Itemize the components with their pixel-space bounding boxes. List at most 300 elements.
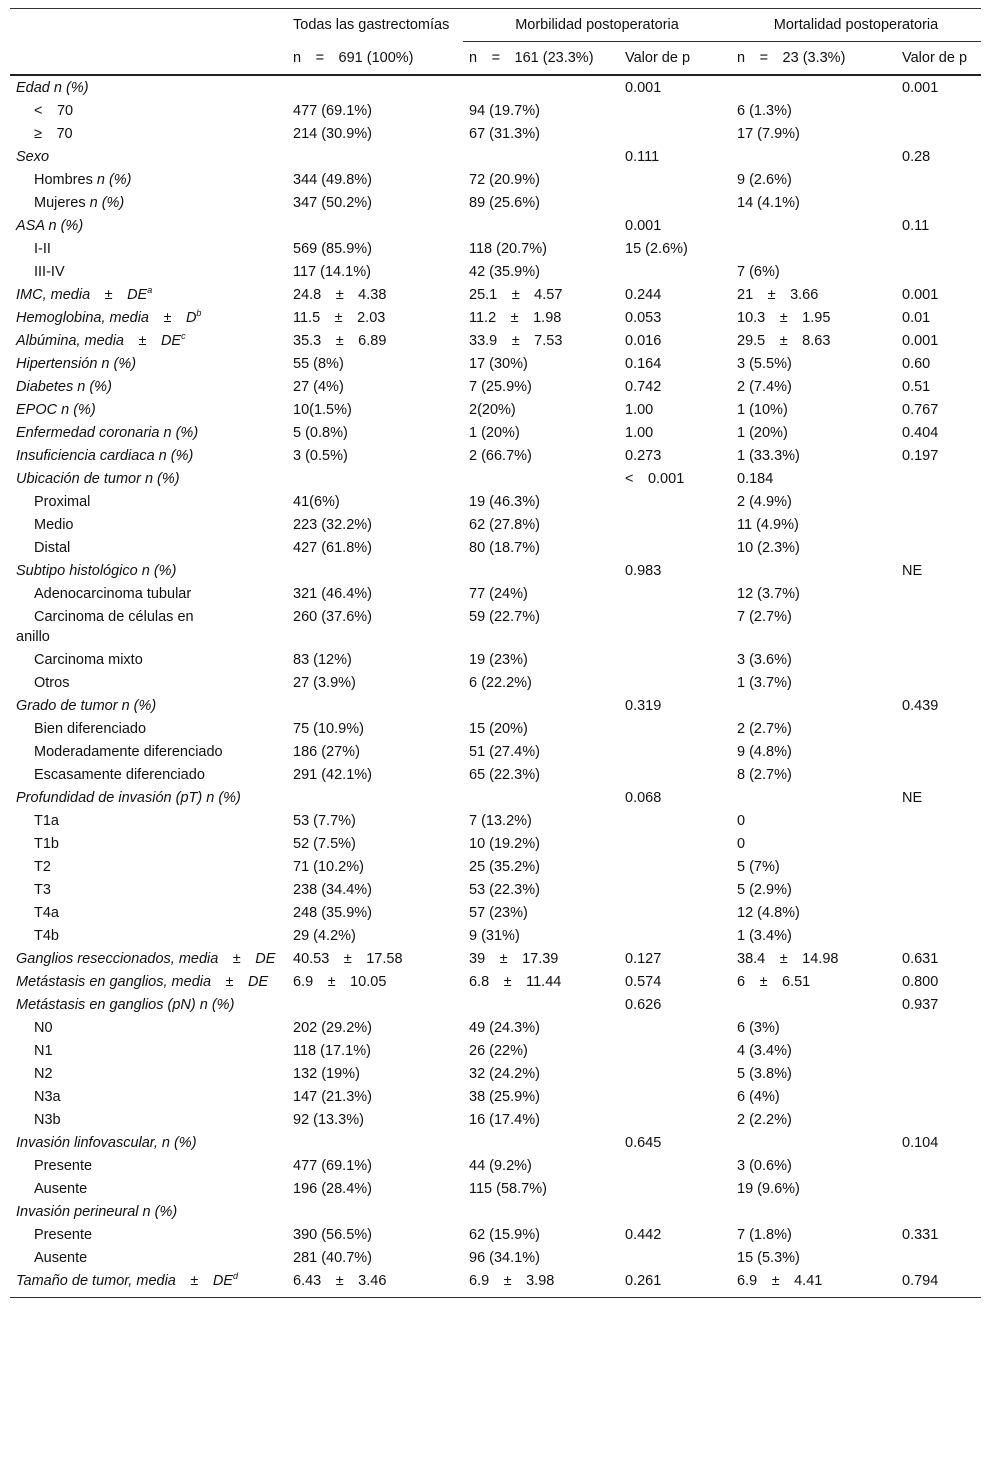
row-label-text: ≥ 70 bbox=[34, 125, 73, 142]
cell-morbidity bbox=[463, 1131, 619, 1154]
cell-p-mortality bbox=[896, 1085, 981, 1108]
row-label bbox=[10, 648, 287, 671]
row-label-text: Tamaño de tumor, media ± DE bbox=[16, 1272, 233, 1289]
row-label bbox=[10, 237, 287, 260]
cell-morbidity: 96 (34.1%) bbox=[469, 1249, 540, 1266]
cell-p-morbidity: 0.319 bbox=[625, 697, 662, 714]
table-row bbox=[10, 1154, 981, 1177]
table-row bbox=[10, 605, 981, 648]
row-label-text: Insuficiencia cardiaca n (%) bbox=[16, 447, 194, 464]
cell-p-morbidity: 0.442 bbox=[625, 1226, 662, 1243]
row-label-text: Escasamente diferenciado bbox=[34, 766, 205, 783]
cell-morbidity bbox=[463, 1200, 619, 1223]
table-row bbox=[10, 352, 981, 375]
row-label bbox=[10, 717, 287, 740]
cell-all: 5 (0.8%) bbox=[293, 424, 348, 441]
cell-morbidity: 62 (27.8%) bbox=[469, 516, 540, 533]
table-row bbox=[10, 490, 981, 513]
row-label bbox=[10, 1200, 287, 1223]
footnote-marker: c bbox=[181, 330, 186, 341]
cell-all: 202 (29.2%) bbox=[293, 1019, 372, 1036]
cell-morbidity: 118 (20.7%) bbox=[469, 240, 547, 257]
cell-mortality: 1 (3.4%) bbox=[737, 927, 792, 944]
row-label-text: Hipertensión n (%) bbox=[16, 355, 137, 372]
cell-all: 27 (3.9%) bbox=[293, 674, 356, 691]
cell-p-morbidity bbox=[619, 901, 731, 924]
cell-p-morbidity bbox=[619, 260, 731, 283]
cell-all bbox=[287, 1131, 463, 1154]
row-label bbox=[10, 1108, 287, 1131]
row-label bbox=[10, 214, 287, 237]
cell-p-morbidity: 0.001 bbox=[625, 79, 662, 96]
row-label-text: Albúmina, media ± DE bbox=[16, 332, 182, 349]
cell-p-mortality bbox=[896, 191, 981, 214]
cell-p-morbidity bbox=[619, 1154, 731, 1177]
cell-p-morbidity: 0.273 bbox=[625, 447, 662, 464]
cell-morbidity: 38 (25.9%) bbox=[469, 1088, 540, 1105]
cell-morbidity: 65 (22.3%) bbox=[469, 766, 540, 783]
cell-p-mortality: 0.197 bbox=[902, 447, 939, 464]
row-label bbox=[10, 1016, 287, 1039]
cell-p-mortality bbox=[896, 855, 981, 878]
table-body bbox=[10, 75, 981, 1297]
cell-all: 214 (30.9%) bbox=[293, 125, 372, 142]
cell-morbidity: 53 (22.3%) bbox=[469, 881, 540, 898]
row-label-text: Presente bbox=[34, 1226, 93, 1243]
header-all: Todas las gastrectomías bbox=[287, 9, 463, 42]
row-label bbox=[10, 901, 287, 924]
table-row bbox=[10, 970, 981, 993]
table-row bbox=[10, 145, 981, 168]
cell-morbidity: 25 (35.2%) bbox=[469, 858, 540, 875]
cell-p-mortality bbox=[896, 832, 981, 855]
cell-mortality: 1 (20%) bbox=[737, 424, 788, 441]
cell-mortality: 19 (9.6%) bbox=[737, 1180, 800, 1197]
cell-p-mortality: 0.800 bbox=[902, 973, 939, 990]
row-label bbox=[10, 694, 287, 717]
cell-morbidity: 67 (31.3%) bbox=[469, 125, 540, 142]
cell-mortality: 9 (4.8%) bbox=[737, 743, 792, 760]
cell-morbidity: 32 (24.2%) bbox=[469, 1065, 540, 1082]
cell-p-mortality: 0.104 bbox=[902, 1134, 939, 1151]
footnote-marker: b bbox=[196, 307, 202, 318]
cell-p-mortality bbox=[896, 1177, 981, 1200]
table-row bbox=[10, 214, 981, 237]
header-n-mortality: n = 23 (3.3%) bbox=[731, 42, 896, 76]
row-label-text: Edad n (%) bbox=[16, 79, 89, 96]
table-row bbox=[10, 444, 981, 467]
cell-p-mortality: 0.001 bbox=[902, 286, 939, 303]
row-label bbox=[10, 970, 287, 993]
cell-morbidity: 2(20%) bbox=[469, 401, 516, 418]
cell-p-morbidity: 0.626 bbox=[625, 996, 662, 1013]
cell-p-mortality: 0.01 bbox=[902, 309, 931, 326]
row-label bbox=[10, 421, 287, 444]
cell-p-morbidity bbox=[619, 671, 731, 694]
row-label bbox=[10, 1246, 287, 1269]
cell-morbidity: 6.9 ± 3.98 bbox=[463, 1269, 619, 1297]
table-row bbox=[10, 467, 981, 490]
cell-mortality bbox=[731, 1131, 896, 1154]
header-p-mortality: Valor de p bbox=[896, 42, 981, 76]
table-row bbox=[10, 375, 981, 398]
row-label bbox=[10, 1154, 287, 1177]
cell-all: 10(1.5%) bbox=[293, 401, 352, 418]
cell-p-mortality bbox=[896, 260, 981, 283]
cell-mortality bbox=[731, 993, 896, 1016]
cell-p-mortality bbox=[896, 237, 981, 260]
cell-p-mortality: NE bbox=[902, 789, 923, 806]
cell-mortality: 5 (7%) bbox=[737, 858, 780, 875]
cell-p-mortality: 0.51 bbox=[902, 378, 931, 395]
cell-mortality: 12 (3.7%) bbox=[737, 585, 800, 602]
cell-morbidity: 6 (22.2%) bbox=[469, 674, 532, 691]
cell-all: 344 (49.8%) bbox=[293, 171, 372, 188]
header-corner bbox=[10, 9, 287, 42]
cell-p-morbidity bbox=[619, 740, 731, 763]
cell-mortality: 2 (7.4%) bbox=[737, 378, 792, 395]
table-row bbox=[10, 1131, 981, 1154]
row-label-text: Distal bbox=[34, 539, 71, 556]
cell-morbidity bbox=[463, 694, 619, 717]
cell-morbidity: 9 (31%) bbox=[469, 927, 520, 944]
cell-p-morbidity bbox=[619, 536, 731, 559]
row-label-text: N2 bbox=[34, 1065, 53, 1082]
cell-p-mortality bbox=[896, 1200, 981, 1223]
cell-morbidity: 80 (18.7%) bbox=[469, 539, 540, 556]
cell-all: 27 (4%) bbox=[293, 378, 344, 395]
cell-mortality: 10.3 ± 1.95 bbox=[737, 309, 831, 326]
cell-morbidity: 19 (23%) bbox=[469, 651, 528, 668]
cell-p-morbidity bbox=[619, 832, 731, 855]
table-row bbox=[10, 947, 981, 970]
row-label bbox=[10, 191, 287, 214]
cell-mortality: 3 (3.6%) bbox=[737, 651, 792, 668]
cell-p-mortality bbox=[896, 467, 981, 490]
row-label bbox=[10, 855, 287, 878]
cell-mortality: 11 (4.9%) bbox=[737, 516, 799, 533]
table-row bbox=[10, 855, 981, 878]
cell-p-morbidity bbox=[619, 1177, 731, 1200]
cell-all: 6.9 ± 10.05 bbox=[293, 973, 387, 990]
cell-all: 40.53 ± 17.58 bbox=[293, 950, 403, 967]
cell-p-mortality bbox=[896, 924, 981, 947]
cell-p-morbidity bbox=[619, 717, 731, 740]
row-label-text: ASA n (%) bbox=[16, 217, 84, 234]
cell-p-mortality bbox=[896, 168, 981, 191]
row-label-text: Otros bbox=[34, 674, 70, 691]
cell-mortality: 6 ± 6.51 bbox=[737, 973, 811, 990]
table-row bbox=[10, 924, 981, 947]
table-row bbox=[10, 1039, 981, 1062]
cell-morbidity: 17 (30%) bbox=[469, 355, 528, 372]
cell-all: 291 (42.1%) bbox=[293, 766, 372, 783]
table-row bbox=[10, 1177, 981, 1200]
cell-p-mortality bbox=[896, 513, 981, 536]
cell-all: 53 (7.7%) bbox=[293, 812, 356, 829]
cell-mortality bbox=[731, 214, 896, 237]
table-row bbox=[10, 648, 981, 671]
cell-mortality bbox=[731, 1200, 896, 1223]
row-label bbox=[10, 1177, 287, 1200]
cell-mortality: 6 (3%) bbox=[737, 1019, 780, 1036]
cell-mortality: 2 (4.9%) bbox=[737, 493, 792, 510]
table-row bbox=[10, 1016, 981, 1039]
cell-mortality: 7 (2.7%) bbox=[737, 608, 792, 625]
cell-morbidity: 49 (24.3%) bbox=[469, 1019, 540, 1036]
row-label-text: Hombres bbox=[34, 171, 93, 188]
row-label-text: Moderadamente diferenciado bbox=[34, 743, 223, 760]
row-label-text: T1a bbox=[34, 812, 59, 829]
cell-mortality: 2 (2.2%) bbox=[737, 1111, 792, 1128]
cell-morbidity: 94 (19.7%) bbox=[469, 102, 540, 119]
row-label-text: T3 bbox=[34, 881, 51, 898]
cell-p-mortality bbox=[896, 99, 981, 122]
table-row bbox=[10, 168, 981, 191]
row-label-text: Ausente bbox=[34, 1180, 88, 1197]
row-label bbox=[10, 490, 287, 513]
cell-morbidity: 42 (35.9%) bbox=[469, 263, 540, 280]
row-label-text: Presente bbox=[34, 1157, 93, 1174]
table-row bbox=[10, 993, 981, 1016]
cell-p-morbidity: 15 (2.6%) bbox=[625, 240, 688, 257]
cell-morbidity: 7 (25.9%) bbox=[469, 378, 532, 395]
row-label-suffix: n (%) bbox=[92, 171, 132, 188]
cell-p-morbidity bbox=[619, 191, 731, 214]
cell-mortality: 3 (5.5%) bbox=[737, 355, 792, 372]
cell-p-mortality: 0.767 bbox=[902, 401, 939, 418]
cell-mortality: 2 (2.7%) bbox=[737, 720, 792, 737]
row-label-continuation: anillo bbox=[16, 628, 50, 645]
cell-mortality: 8 (2.7%) bbox=[737, 766, 792, 783]
cell-all: 52 (7.5%) bbox=[293, 835, 356, 852]
row-label bbox=[10, 993, 287, 1016]
table-row bbox=[10, 421, 981, 444]
row-label bbox=[10, 924, 287, 947]
cell-morbidity: 1 (20%) bbox=[469, 424, 520, 441]
cell-p-mortality bbox=[896, 740, 981, 763]
row-label bbox=[10, 1062, 287, 1085]
cell-p-morbidity: 0.261 bbox=[619, 1269, 731, 1297]
cell-mortality: 0 bbox=[737, 812, 746, 829]
row-label-text: IMC, media ± DE bbox=[16, 286, 148, 303]
row-label-text: Metástasis en ganglios (pN) n (%) bbox=[16, 996, 235, 1013]
cell-p-mortality: 0.631 bbox=[902, 950, 939, 967]
table-row bbox=[10, 809, 981, 832]
row-label bbox=[10, 122, 287, 145]
cell-all: 196 (28.4%) bbox=[293, 1180, 372, 1197]
table-header bbox=[10, 9, 981, 76]
cell-p-mortality: 0.28 bbox=[902, 148, 931, 165]
cell-all: 147 (21.3%) bbox=[293, 1088, 372, 1105]
cell-p-morbidity bbox=[619, 648, 731, 671]
cell-all: 477 (69.1%) bbox=[293, 102, 372, 119]
cell-p-mortality bbox=[896, 1154, 981, 1177]
cell-mortality bbox=[731, 694, 896, 717]
cell-mortality: 21 ± 3.66 bbox=[737, 286, 819, 303]
cell-p-morbidity: 0.244 bbox=[625, 286, 662, 303]
cell-p-morbidity bbox=[619, 924, 731, 947]
row-label bbox=[10, 1085, 287, 1108]
row-label-text: Ganglios reseccionados, media ± DE bbox=[16, 950, 276, 967]
cell-all: 569 (85.9%) bbox=[293, 240, 372, 257]
cell-morbidity: 51 (27.4%) bbox=[469, 743, 540, 760]
table-row bbox=[10, 536, 981, 559]
table-row bbox=[10, 582, 981, 605]
cell-p-morbidity bbox=[619, 1200, 731, 1223]
cell-morbidity: 6.8 ± 11.44 bbox=[469, 973, 562, 990]
cell-p-morbidity bbox=[619, 1016, 731, 1039]
cell-mortality: 7 (1.8%) bbox=[737, 1226, 792, 1243]
table-row bbox=[10, 237, 981, 260]
cell-p-mortality: 0.404 bbox=[902, 424, 939, 441]
row-label-text: Metástasis en ganglios, media ± DE bbox=[16, 973, 269, 990]
row-label-text: Sexo bbox=[16, 148, 50, 165]
cell-p-morbidity: 0.645 bbox=[625, 1134, 662, 1151]
cell-all: 83 (12%) bbox=[293, 651, 352, 668]
cell-p-morbidity: 0.016 bbox=[625, 332, 662, 349]
cell-all bbox=[287, 145, 463, 168]
row-label-suffix: n (%) bbox=[85, 194, 125, 211]
row-label bbox=[10, 809, 287, 832]
cell-all: 55 (8%) bbox=[293, 355, 344, 372]
table-row bbox=[10, 694, 981, 717]
cell-p-mortality: 0.439 bbox=[902, 697, 939, 714]
table-row bbox=[10, 1200, 981, 1223]
cell-p-mortality: 0.001 bbox=[902, 332, 939, 349]
row-label-text: Ubicación de tumor n (%) bbox=[16, 470, 180, 487]
row-label-text: Medio bbox=[34, 516, 74, 533]
cell-all: 248 (35.9%) bbox=[293, 904, 372, 921]
cell-mortality: 0 bbox=[737, 835, 746, 852]
cell-p-mortality: NE bbox=[902, 562, 923, 579]
header-n-morbidity: n = 161 (23.3%) bbox=[463, 42, 619, 76]
cell-morbidity: 19 (46.3%) bbox=[469, 493, 540, 510]
row-label bbox=[10, 1269, 287, 1297]
cell-mortality: 14 (4.1%) bbox=[737, 194, 800, 211]
cell-morbidity: 7 (13.2%) bbox=[469, 812, 532, 829]
cell-all: 75 (10.9%) bbox=[293, 720, 364, 737]
cell-p-morbidity: < 0.001 bbox=[625, 470, 685, 487]
row-label-text: Enfermedad coronaria n (%) bbox=[16, 424, 199, 441]
cell-p-morbidity bbox=[619, 855, 731, 878]
row-label bbox=[10, 1131, 287, 1154]
cell-p-morbidity bbox=[619, 513, 731, 536]
cell-morbidity: 2 (66.7%) bbox=[469, 447, 532, 464]
table-row bbox=[10, 878, 981, 901]
row-label bbox=[10, 75, 287, 99]
cell-p-morbidity: 0.111 bbox=[625, 148, 660, 165]
cell-p-morbidity: 0.068 bbox=[625, 789, 662, 806]
cell-morbidity: 33.9 ± 7.53 bbox=[469, 332, 563, 349]
cell-mortality: 17 (7.9%) bbox=[737, 125, 800, 142]
cell-p-mortality bbox=[896, 901, 981, 924]
row-label-text: Mujeres bbox=[34, 194, 86, 211]
cell-p-mortality bbox=[896, 717, 981, 740]
row-label bbox=[10, 99, 287, 122]
row-label-text: Grado de tumor n (%) bbox=[16, 697, 157, 714]
cell-p-mortality: 0.001 bbox=[902, 79, 939, 96]
cell-all: 132 (19%) bbox=[293, 1065, 360, 1082]
cell-p-morbidity: 0.127 bbox=[625, 950, 662, 967]
row-label-text: < 70 bbox=[34, 102, 74, 119]
cell-mortality: 29.5 ± 8.63 bbox=[737, 332, 831, 349]
cell-p-morbidity bbox=[619, 1246, 731, 1269]
cell-all: 41(6%) bbox=[293, 493, 340, 510]
header-p-morbidity: Valor de p bbox=[619, 42, 731, 76]
row-label bbox=[10, 283, 287, 306]
cell-morbidity: 16 (17.4%) bbox=[469, 1111, 540, 1128]
cell-p-morbidity bbox=[619, 582, 731, 605]
row-label-text: Ausente bbox=[34, 1249, 88, 1266]
cell-morbidity: 25.1 ± 4.57 bbox=[469, 286, 563, 303]
table-row bbox=[10, 191, 981, 214]
cell-p-mortality: 0.331 bbox=[902, 1226, 939, 1243]
cell-p-mortality: 0.11 bbox=[902, 217, 930, 234]
table-row bbox=[10, 786, 981, 809]
cell-morbidity: 15 (20%) bbox=[469, 720, 528, 737]
cell-morbidity: 57 (23%) bbox=[469, 904, 528, 921]
row-label-text: N1 bbox=[34, 1042, 53, 1059]
cell-all: 11.5 ± 2.03 bbox=[293, 309, 386, 326]
row-label bbox=[10, 832, 287, 855]
table-row bbox=[10, 329, 981, 352]
row-label-text: III-IV bbox=[34, 263, 65, 280]
cell-all: 118 (17.1%) bbox=[293, 1042, 371, 1059]
row-label bbox=[10, 605, 287, 648]
cell-mortality bbox=[731, 145, 896, 168]
row-label-text: Subtipo histológico n (%) bbox=[16, 562, 177, 579]
cell-mortality: 6 (4%) bbox=[737, 1088, 780, 1105]
cell-all: 6.43 ± 3.46 bbox=[287, 1269, 463, 1297]
cell-morbidity bbox=[463, 993, 619, 1016]
cell-all: 238 (34.4%) bbox=[293, 881, 372, 898]
row-label bbox=[10, 671, 287, 694]
cell-p-morbidity bbox=[619, 1108, 731, 1131]
header-morbidity: Morbilidad postoperatoria bbox=[463, 9, 731, 42]
cell-p-mortality bbox=[896, 1039, 981, 1062]
row-label bbox=[10, 878, 287, 901]
cell-morbidity bbox=[463, 145, 619, 168]
row-label bbox=[10, 763, 287, 786]
cell-morbidity: 89 (25.6%) bbox=[469, 194, 540, 211]
cell-p-morbidity: 0.574 bbox=[625, 973, 662, 990]
row-label bbox=[10, 1223, 287, 1246]
cell-mortality: 5 (2.9%) bbox=[737, 881, 792, 898]
cell-all: 427 (61.8%) bbox=[293, 539, 372, 556]
row-label bbox=[10, 375, 287, 398]
table-row bbox=[10, 1246, 981, 1269]
cell-p-morbidity bbox=[619, 99, 731, 122]
cell-all: 223 (32.2%) bbox=[293, 516, 372, 533]
cell-morbidity: 62 (15.9%) bbox=[469, 1226, 540, 1243]
cell-p-mortality bbox=[896, 671, 981, 694]
cell-p-mortality bbox=[896, 1062, 981, 1085]
cell-p-morbidity bbox=[619, 168, 731, 191]
row-label bbox=[10, 260, 287, 283]
row-label bbox=[10, 1039, 287, 1062]
cell-p-morbidity bbox=[619, 809, 731, 832]
table-row bbox=[10, 75, 981, 99]
row-label-text: I-II bbox=[34, 240, 51, 257]
cell-p-mortality bbox=[896, 490, 981, 513]
table-row bbox=[10, 122, 981, 145]
row-label bbox=[10, 559, 287, 582]
cell-all bbox=[287, 993, 463, 1016]
cell-mortality: 0.184 bbox=[737, 470, 774, 487]
row-label-text: T4b bbox=[34, 927, 59, 944]
cell-all bbox=[287, 1200, 463, 1223]
